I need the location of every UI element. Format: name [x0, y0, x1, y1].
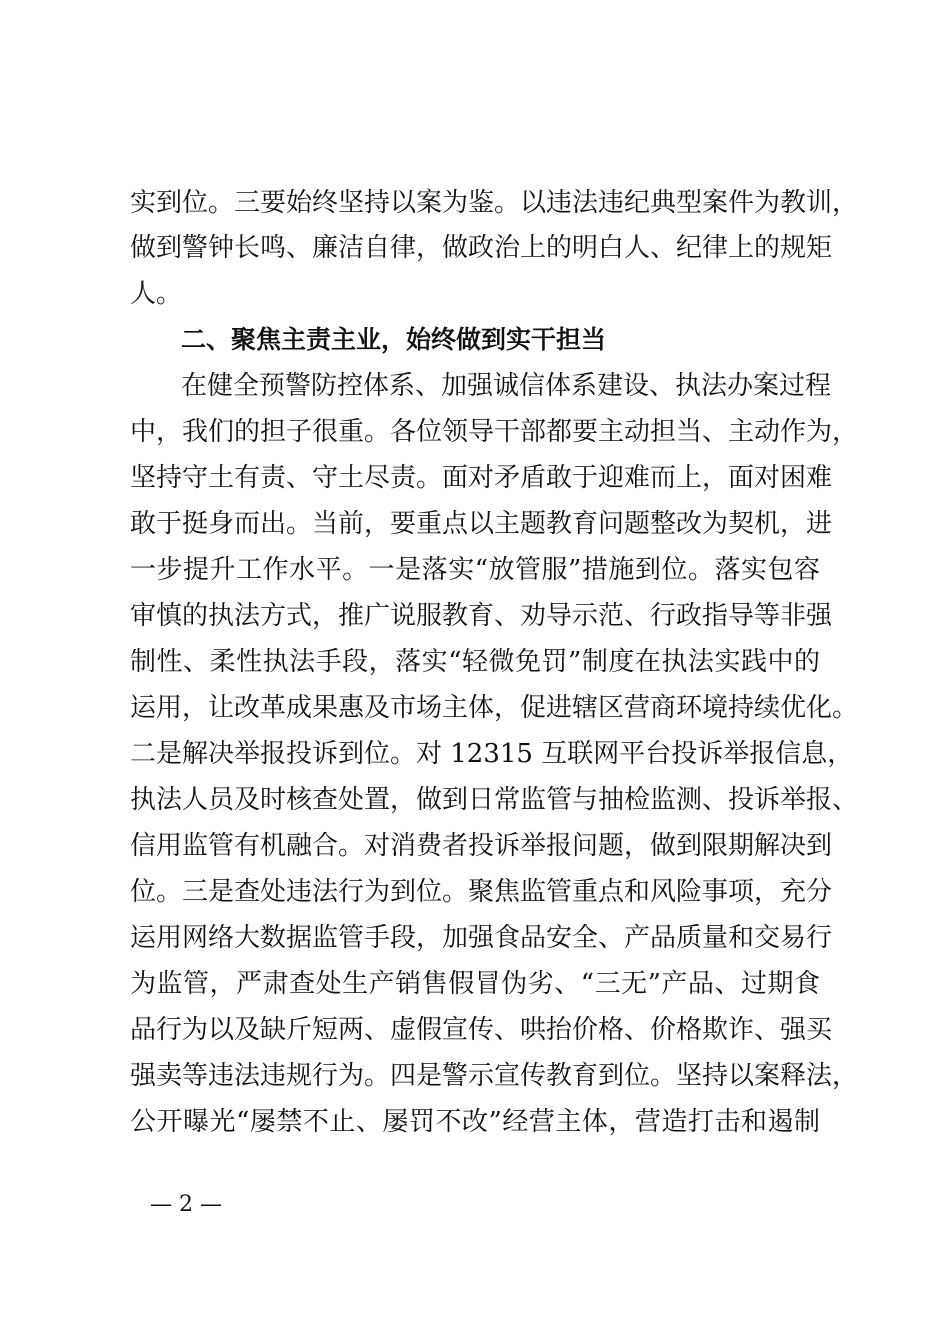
- body-text-line: 实到位。三要始终坚持以案为鉴。以违法违纪典型案件为教训，: [130, 188, 859, 218]
- body-text-line: 在健全预警防控体系、加强诚信体系建设、执法办案过程: [181, 371, 832, 401]
- body-text-line: 运用，让改革成果惠及市场主体，促进辖区营商环境持续优化。: [130, 693, 859, 723]
- body-text-line: 人。: [130, 279, 183, 309]
- body-text-line: 为监管，严肃查处生产销售假冒伪劣、“三无”产品、过期食: [130, 969, 820, 999]
- body-text-line: 审慎的执法方式，推广说服教育、劝导示范、行政指导等非强: [130, 601, 833, 631]
- body-text-line: 强卖等违法违规行为。四是警示宣传教育到位。坚持以案释法，: [130, 1061, 859, 1091]
- body-text-line: 运用网络大数据监管手段，加强食品安全、产品质量和交易行: [130, 923, 833, 953]
- body-text-line: 位。三是查处违法行为到位。聚焦监管重点和风险事项，充分: [130, 877, 833, 907]
- body-text-line: 一步提升工作水平。一是落实“放管服”措施到位。落实包容: [130, 555, 820, 585]
- body-text-line: 敢于挺身而出。当前，要重点以主题教育问题整改为契机，进: [130, 509, 833, 539]
- body-text-line: 坚持守土有责、守土尽责。面对矛盾敢于迎难而上，面对困难: [130, 463, 833, 493]
- body-text-line: 执法人员及时核查处置，做到日常监管与抽检监测、投诉举报、: [130, 785, 859, 815]
- body-text-line: 制性、柔性执法手段，落实“轻微免罚”制度在执法实践中的: [130, 647, 820, 677]
- body-text-line: 信用监管有机融合。对消费者投诉举报问题，做到限期解决到: [130, 831, 833, 861]
- section-heading: 二、聚焦主责主业，始终做到实干担当: [181, 325, 607, 354]
- body-text-line: 中，我们的担子很重。各位领导干部都要主动担当、主动作为，: [130, 417, 859, 447]
- body-text-line: 公开曝光“屡禁不止、屡罚不改”经营主体，营造打击和遏制: [130, 1107, 820, 1137]
- body-text-line: 做到警钟长鸣、廉洁自律，做政治上的明白人、纪律上的规矩: [130, 233, 833, 263]
- body-text-line: 品行为以及缺斤短两、虚假宣传、哄抬价格、价格欺诈、强买: [130, 1015, 833, 1045]
- body-text-line: 二是解决举报投诉到位。对 12315 互联网平台投诉举报信息，: [130, 739, 854, 769]
- page-number: — 2 —: [150, 1192, 222, 1217]
